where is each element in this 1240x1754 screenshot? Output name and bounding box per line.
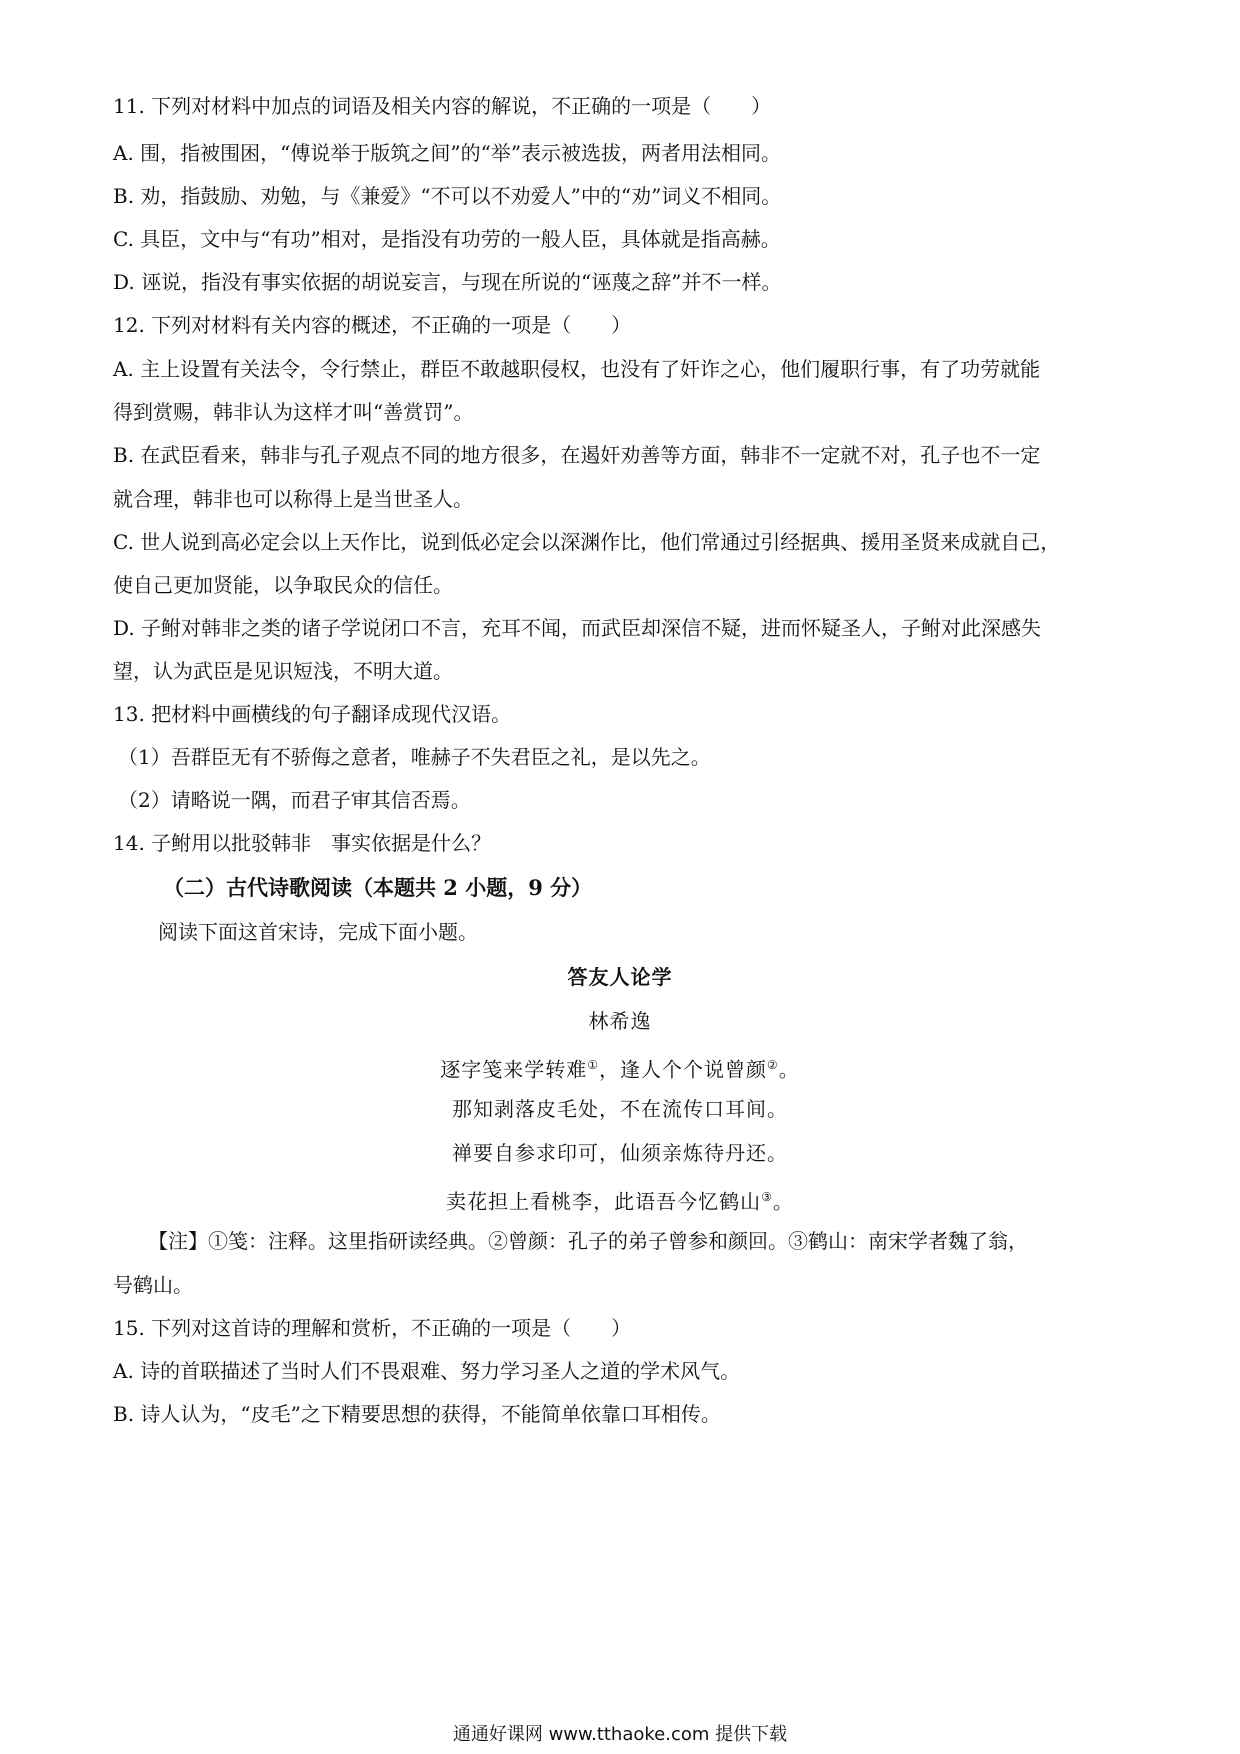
q11-option-b: B. 劝，指鼓励、劝勉，与《兼爱》“不可以不劝爱人”中的“劝”词义不相同。 <box>113 184 782 208</box>
section-intro: 阅读下面这首宋诗，完成下面小题。 <box>158 920 478 944</box>
q13-stem: 13. 把材料中画横线的句子翻译成现代汉语。 <box>113 702 512 726</box>
poem-title: 答友人论学 <box>567 965 673 989</box>
q12-option-b-line1: B. 在武臣看来，韩非与孔子观点不同的地方很多，在遏奸劝善等方面，韩非不一定就不对，孔子也不一定 <box>113 443 1041 467</box>
q12-option-c-line2: 使自己更加贤能，以争取民众的信任。 <box>113 573 453 597</box>
poem-line-4-part-1: 卖花担上看桃李，此语吾今忆鹤山 <box>446 1189 762 1214</box>
footer-text: 通通好课网 www.tthaoke.com 提供下载 <box>452 1724 788 1745</box>
q11-stem: 11. 下列对材料中加点的词语及相关内容的解说，不正确的一项是（ ） <box>113 94 772 118</box>
q15-option-a: A. 诗的首联描述了当时人们不畏艰难、努力学习圣人之道的学术风气。 <box>113 1359 741 1383</box>
q12-option-d-line2: 望，认为武臣是见识短浅，不明大道。 <box>113 659 453 683</box>
poem-author: 林希逸 <box>588 1009 652 1033</box>
q15-option-b: B. 诗人认为，“皮毛”之下精要思想的获得，不能简单依靠口耳相传。 <box>113 1402 721 1426</box>
q11-option-c: C. 具臣，文中与“有功”相对，是指没有功劳的一般人臣，具体就是指高赫。 <box>113 227 781 251</box>
q13-sentence-2: （2）请略说一隅，而君子审其信否焉。 <box>118 788 471 812</box>
q12-option-c-line1: C. 世人说到高必定会以上天作比，说到低必定会以深渊作比，他们常通过引经据典、援用圣贤来成就自己， <box>113 530 1061 554</box>
q12-stem: 12. 下列对材料有关内容的概述，不正确的一项是（ ） <box>113 313 632 337</box>
q12-option-d-line1: D. 子鲋对韩非之类的诸子学说闭口不言，充耳不闻，而武臣却深信不疑，进而怀疑圣人，子鲋对此深感失 <box>113 616 1042 640</box>
q11-option-d: D. 诬说，指没有事实依据的胡说妄言，与现在所说的“诬蔑之辞”并不一样。 <box>113 270 782 294</box>
poem-line-1-part-2: ，逢人个个说曾颜 <box>599 1057 767 1082</box>
poem-line-1 <box>0 1051 1240 1084</box>
q12-option-a-line2: 得到赏赐，韩非认为这样才叫“善赏罚”。 <box>113 400 474 424</box>
q11-option-a: A. 围，指被围困，“傅说举于版筑之间”的“举”表示被选拔，两者用法相同。 <box>113 141 782 165</box>
q12-option-a-line1: A. 主上设置有关法令，令行禁止，群臣不敢越职侵权，也没有了奸诈之心，他们履职行事，有了功劳就能 <box>113 357 1041 381</box>
footnote-marker-1: ① <box>587 1058 599 1072</box>
poem-note-line2: 号鹤山。 <box>113 1273 193 1297</box>
poem-note-line1: 【注】①笺：注释。这里指研读经典。②曾颜：孔子的弟子曾参和颜回。③鹤山：南宋学者魏了翁， <box>148 1229 1028 1253</box>
q13-sentence-1: （1）吾群臣无有不骄侮之意者，唯赫子不失君臣之礼，是以先之。 <box>118 745 711 769</box>
poem-line-1-part-1: 逐字笺来学转难 <box>440 1057 588 1082</box>
q15-stem: 15. 下列对这首诗的理解和赏析，不正确的一项是（ ） <box>113 1316 632 1340</box>
poem-line-2: 那知剥落皮毛处，不在流传口耳间。 <box>452 1097 788 1121</box>
poem-line-4 <box>0 1183 1240 1216</box>
poem-line-3: 禅要自参求印可，仙须亲炼待丹还。 <box>452 1141 788 1165</box>
footnote-marker-2: ② <box>767 1058 779 1072</box>
footnote-marker-3: ③ <box>761 1190 773 1204</box>
q12-option-b-line2: 就合理，韩非也可以称得上是当世圣人。 <box>113 487 473 511</box>
q14-stem: 14. 子鲋用以批驳韩非 事实依据是什么？ <box>113 831 492 855</box>
poem-line-4-part-2: 。 <box>772 1189 794 1214</box>
poem-line-1-part-3: 。 <box>778 1057 800 1082</box>
section-heading: （二）古代诗歌阅读（本题共 2 小题，9 分） <box>163 875 593 900</box>
